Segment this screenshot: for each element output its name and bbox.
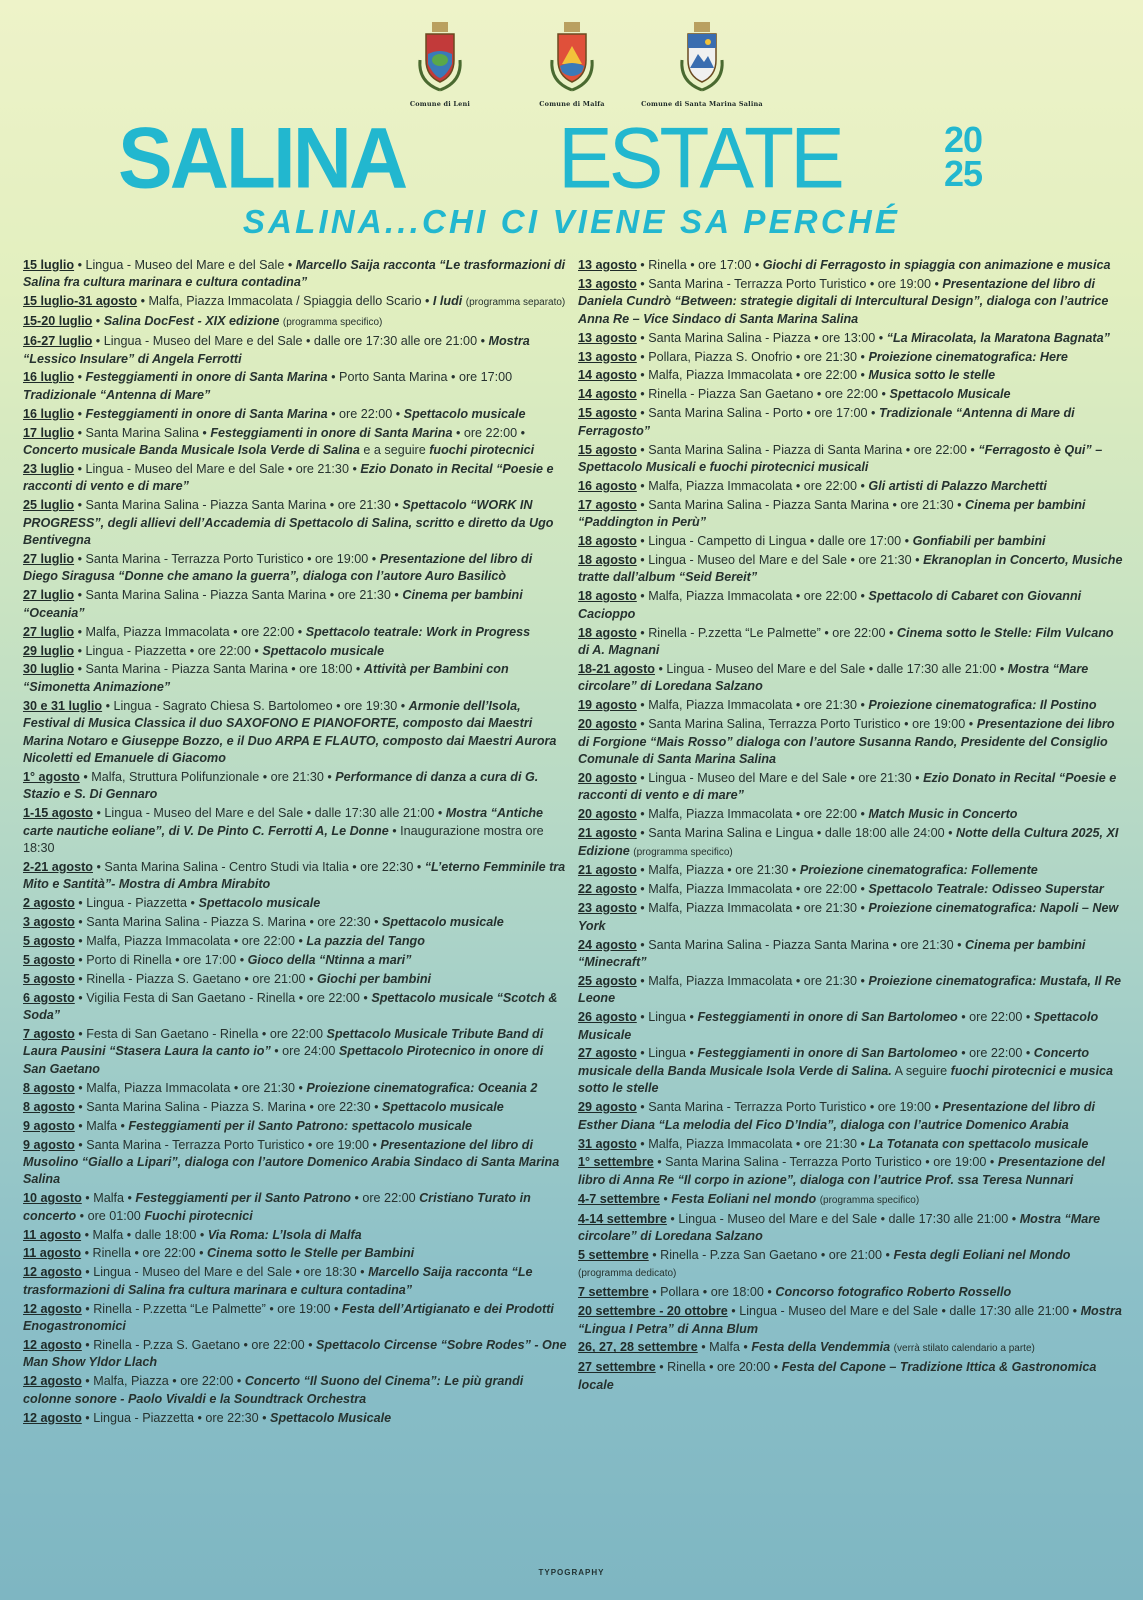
- event-entry: 29 agosto • Santa Marina - Terrazza Porto Turistico • ore 19:00 • Presentazione del libro di Esther Diana “La melodia del Fico D’India”, dialoga con l’autrice Domenico Arabia: [578, 1100, 1095, 1132]
- title-year-bottom: 25: [944, 153, 983, 194]
- event-entry: 16-27 luglio • Lingua - Museo del Mare e del Sale • dalle ore 17:30 alle ore 21:00 • Mostra “Lessico Insulare” di Angela Ferrotti: [23, 334, 530, 366]
- event-entry: 9 agosto • Santa Marina - Terrazza Porto Turistico • ore 19:00 • Presentazione del libro di Musolino “Giallo a Lipari”, dialoga con l’autore Domenico Arabia Sindaco di Santa Marina Salina: [23, 1137, 560, 1187]
- title-estate: ESTATE: [558, 110, 841, 207]
- event-entry: 26, 27, 28 settembre • Malfa • Festa della Vendemmia (verrà stilato calendario a parte): [578, 1340, 1035, 1355]
- event-entry: 22 agosto • Malfa, Piazza Immacolata • ore 22:00 • Spettacolo Teatrale: Odisseo Superstar: [578, 882, 1104, 897]
- event-entry: 7 settembre • Pollara • ore 18:00 • Concorso fotografico Roberto Rossello: [578, 1285, 1012, 1300]
- event-entry: 12 agosto • Malfa, Piazza • ore 22:00 • Concerto “Il Suono del Cinema”: Le più grandi colonne sonore - Paolo Vivaldi e la Soundtrack Orchestra: [23, 1374, 524, 1406]
- typography-credit: TYPOGRAPHY: [538, 1568, 605, 1577]
- event-entry: 23 agosto • Malfa, Piazza Immacolata • ore 21:30 • Proiezione cinematografica: Napoli – New York: [578, 901, 1119, 933]
- event-entry: 14 agosto • Malfa, Piazza Immacolata • ore 22:00 • Musica sotto le stelle: [578, 368, 996, 383]
- event-entry: 27 luglio • Santa Marina - Terrazza Porto Turistico • ore 19:00 • Presentazione del libro di Diego Siragusa “Donne che amano la guerra”, dialoga con l’autore Auro Basilicò: [23, 552, 533, 584]
- festival-title: [118, 110, 1038, 207]
- title-year-top: 20: [944, 119, 983, 160]
- comune-leni-label: Comune di Leni: [409, 100, 471, 108]
- event-entry: 5 agosto • Rinella - Piazza S. Gaetano • ore 21:00 • Giochi per bambini: [23, 971, 432, 986]
- title-salina: SALINA: [118, 110, 406, 207]
- event-entry: 12 agosto • Rinella - P.zzetta “Le Palmette” • ore 19:00 • Festa dell’Artigianato e dei Prodotti Enogastronomici: [23, 1301, 554, 1334]
- event-entry: 1° settembre • Santa Marina Salina - Terrazza Porto Turistico • ore 19:00 • Presentazione del libro di Anna Re “Il corpo in azione”, dialoga con l’autrice Prof. ssa Teresa Nunnari: [578, 1155, 1105, 1187]
- event-entry: 25 luglio • Santa Marina Salina - Piazza Santa Marina • ore 21:30 • Spettacolo “WORK IN PROGRESS”, degli allievi dell’Accademia di Spettacolo di Salina, scritto e diretto da Ugo Bentivegna: [23, 498, 554, 548]
- comune-malfa-label: Comune di Malfa: [539, 100, 605, 108]
- event-entry: 11 agosto • Rinella • ore 22:00 • Cinema sotto le Stelle per Bambini: [23, 1246, 415, 1261]
- event-entry: 17 agosto • Santa Marina Salina - Piazza Santa Marina • ore 21:30 • Cinema per bambini “Paddington in Perù”: [578, 497, 1086, 530]
- event-entry: 17 luglio • Santa Marina Salina • Festeggiamenti in onore di Santa Marina • ore 22:00 • Concerto musicale Banda Musicale Isola Verde di Salina e a seguire fuochi pirotecnici: [23, 425, 535, 458]
- event-entry: 27 luglio • Santa Marina Salina - Piazza Santa Marina • ore 21:30 • Cinema per bambini “Oceania”: [23, 588, 523, 620]
- event-entry: 7 agosto • Festa di San Gaetano - Rinella • ore 22:00 Spettacolo Musicale Tribute Band di Laura Pausini “Stasera Laura la canto io” • ore 24:00 Spettacolo Pirotecnico in onore di San Gaetano: [23, 1027, 544, 1076]
- municipal-crests: [0, 20, 1143, 112]
- title-year: [944, 119, 983, 194]
- event-entry: 10 agosto • Malfa • Festeggiamenti per il Santo Patrono • ore 22:00 Cristiano Turato in concerto • ore 01:00 Fuochi pirotecnici: [23, 1191, 531, 1223]
- event-entry: 30 luglio • Santa Marina - Piazza Santa Marina • ore 18:00 • Attività per Bambini con “Simonetta Animazione”: [23, 662, 509, 694]
- event-entry: 5 settembre • Rinella - P.zza San Gaetano • ore 21:00 • Festa degli Eoliani nel Mondo (programma dedicato): [578, 1247, 1071, 1280]
- event-entry: 18 agosto • Rinella - P.zzetta “Le Palmette” • ore 22:00 • Cinema sotto le Stelle: Film Vulcano di A. Magnani: [578, 625, 1114, 658]
- event-entry: 13 agosto • Santa Marina - Terrazza Porto Turistico • ore 19:00 • Presentazione del libro di Daniela Cundrò “Between: strategie digitali di Intercultural Design”, dialoga con l’autrice Anna Re – Vice Sindaco di Santa Marina Salina: [578, 276, 1109, 326]
- event-entry: 21 agosto • Santa Marina Salina e Lingua • dalle 18:00 alle 24:00 • Notte della Cultura 2025, XI Edizione (programma specifico): [578, 826, 1119, 858]
- event-entry: 29 luglio • Lingua - Piazzetta • ore 22:00 • Spettacolo musicale: [23, 643, 385, 658]
- event-entry: 9 agosto • Malfa • Festeggiamenti per il Santo Patrono: spettacolo musicale: [23, 1118, 473, 1133]
- event-entry: 1-15 agosto • Lingua - Museo del Mare e del Sale • dalle 17:30 alle 21:00 • Mostra “Antiche carte nautiche eoliane”, di V. De Pinto C. Ferrotti A, Le Donne • Inaugurazione mostra ore 18:30: [23, 806, 544, 855]
- events-left-column: [23, 257, 568, 1429]
- event-entry: 13 agosto • Santa Marina Salina - Piazza • ore 13:00 • “La Miracolata, la Maratona Bagnata”: [578, 330, 1110, 345]
- event-entry: 15-20 luglio • Salina DocFest - XIX edizione (programma specifico): [23, 314, 383, 329]
- event-entry: 12 agosto • Rinella - P.zza S. Gaetano • ore 22:00 • Spettacolo Circense “Sobre Rodes” - One Man Show Yldor Llach: [23, 1337, 567, 1370]
- comune-santa-marina-label: Comune di Santa Marina Salina: [641, 100, 763, 108]
- slogan: SALINA...CHI CI VIENE SA PERCHÉ: [242, 203, 901, 240]
- event-entry: 16 agosto • Malfa, Piazza Immacolata • ore 22:00 • Gli artisti di Palazzo Marchetti: [578, 478, 1047, 493]
- event-entry: 12 agosto • Lingua - Museo del Mare e del Sale • ore 18:30 • Marcello Saija racconta “Le trasformazioni di Salina fra cultura marinara e cultura contadina”: [23, 1265, 533, 1297]
- event-entry: 30 e 31 luglio • Lingua - Sagrato Chiesa S. Bartolomeo • ore 19:30 • Armonie dell’Isola, Festival di Musica Classica il duo SAXOFONO E PIANOFORTE, composto dai Maestri Marina Notaro e Giuseppe Bozzo, e il Duo ARPA E FLAUTO, composto dai Maestri Aurora Nicoletti ed Emanuele di Giacomo: [23, 698, 557, 765]
- event-entry: 13 agosto • Pollara, Piazza S. Onofrio • ore 21:30 • Proiezione cinematografica: Here: [578, 349, 1068, 364]
- event-entry: 23 luglio • Lingua - Museo del Mare e del Sale • ore 21:30 • Ezio Donato in Recital “Poesie e racconti di vento e di mare”: [23, 461, 554, 494]
- event-entry: 15 luglio-31 agosto • Malfa, Piazza Immacolata / Spiaggia dello Scario • I ludi (programma separato): [23, 294, 566, 309]
- event-entry: 19 agosto • Malfa, Piazza Immacolata • ore 21:30 • Proiezione cinematografica: Il Postino: [578, 698, 1097, 713]
- event-entry: 27 settembre • Rinella • ore 20:00 • Festa del Capone – Tradizione Ittica & Gastronomica locale: [578, 1360, 1097, 1392]
- event-entry: 16 luglio • Festeggiamenti in onore di Santa Marina • Porto Santa Marina • ore 17:00 Tradizionale “Antenna di Mare”: [23, 370, 513, 402]
- event-entry: 5 agosto • Porto di Rinella • ore 17:00 • Gioco della “Ntinna a mari”: [23, 952, 412, 967]
- event-entry: 24 agosto • Santa Marina Salina - Piazza Santa Marina • ore 21:30 • Cinema per bambini “Minecraft”: [578, 937, 1086, 969]
- event-entry: 2 agosto • Lingua - Piazzetta • Spettacolo musicale: [23, 896, 321, 911]
- event-entry: 20 agosto • Lingua - Museo del Mare e del Sale • ore 21:30 • Ezio Donato in Recital “Poesie e racconti di vento e di mare”: [578, 770, 1117, 803]
- crest-santa-marina: [617, 20, 787, 108]
- event-entry: 18 agosto • Malfa, Piazza Immacolata • ore 22:00 • Spettacolo di Cabaret con Giovanni Cacioppo: [578, 589, 1082, 621]
- event-entry: 12 agosto • Lingua - Piazzetta • ore 22:30 • Spettacolo Musicale: [23, 1410, 392, 1425]
- event-entry: 27 agosto • Lingua • Festeggiamenti in onore di San Bartolomeo • ore 22:00 • Concerto musicale della Banda Musicale Isola Verde di Salina. A seguire fuochi pirotecnici e musica sotto le stelle: [578, 1046, 1113, 1096]
- event-entry: 1° agosto • Malfa, Struttura Polifunzionale • ore 21:30 • Performance di danza a cura di G. Stazio e S. Di Gennaro: [23, 769, 539, 802]
- event-entry: 31 agosto • Malfa, Piazza Immacolata • ore 21:30 • La Totanata con spettacolo musicale: [578, 1136, 1089, 1151]
- event-entry: 27 luglio • Malfa, Piazza Immacolata • ore 22:00 • Spettacolo teatrale: Work in Progress: [23, 624, 531, 639]
- event-entry: 3 agosto • Santa Marina Salina - Piazza S. Marina • ore 22:30 • Spettacolo musicale: [23, 915, 504, 930]
- event-entry: 5 agosto • Malfa, Piazza Immacolata • ore 22:00 • La pazzia del Tango: [23, 934, 425, 949]
- event-entry: 18 agosto • Lingua - Campetto di Lingua • dalle ore 17:00 • Gonfiabili per bambini: [578, 534, 1046, 549]
- event-entry: 18 agosto • Lingua - Museo del Mare e del Sale • ore 21:30 • Ekranoplan in Concerto, Musiche tratte dall’album “Seid Bereit”: [578, 553, 1123, 585]
- event-entry: 11 agosto • Malfa • dalle 18:00 • Via Roma: L’Isola di Malfa: [23, 1227, 362, 1242]
- event-entry: 15 agosto • Santa Marina Salina - Piazza di Santa Marina • ore 22:00 • “Ferragosto è Qui” – Spettacolo Musicali e fuochi pirotecnici musicali: [578, 442, 1103, 474]
- event-entry: 4-7 settembre • Festa Eoliani nel mondo (programma specifico): [578, 1191, 920, 1206]
- event-entry: 16 luglio • Festeggiamenti in onore di Santa Marina • ore 22:00 • Spettacolo musicale: [23, 406, 526, 421]
- event-entry: 21 agosto • Malfa, Piazza • ore 21:30 • Proiezione cinematografica: Follemente: [578, 863, 1038, 878]
- event-entry: 15 luglio • Lingua - Museo del Mare e del Sale • Marcello Saija racconta “Le trasformazioni di Salina fra cultura marinara e cultura contadina”: [23, 258, 566, 290]
- event-entry: 26 agosto • Lingua • Festeggiamenti in onore di San Bartolomeo • ore 22:00 • Spettacolo Musicale: [578, 1010, 1099, 1042]
- event-entry: 8 agosto • Santa Marina Salina - Piazza S. Marina • ore 22:30 • Spettacolo musicale: [23, 1099, 504, 1114]
- event-entry: 20 agosto • Santa Marina Salina, Terrazza Porto Turistico • ore 19:00 • Presentazione dei libro di Forgione “Mais Rosso” dialoga con l’autore Susanna Rando, Presidente del Consiglio Comunale di Santa Marina Salina: [578, 717, 1115, 766]
- leni-coat-of-arms-icon: [412, 20, 468, 98]
- event-entry: 4-14 settembre • Lingua - Museo del Mare e del Sale • dalle 17:30 alle 21:00 • Mostra “Mare circolare” di Loredana Salzano: [578, 1211, 1101, 1244]
- event-entry: 15 agosto • Santa Marina Salina - Porto • ore 17:00 • Tradizionale “Antenna di Mare di Ferragosto”: [578, 406, 1075, 438]
- event-entry: 8 agosto • Malfa, Piazza Immacolata • ore 21:30 • Proiezione cinematografica: Oceania 2: [23, 1080, 538, 1095]
- santa-marina-coat-of-arms-icon: [674, 20, 730, 98]
- events-right-column: [578, 257, 1123, 1396]
- event-entry: 14 agosto • Rinella - Piazza San Gaetano • ore 22:00 • Spettacolo Musicale: [578, 387, 1011, 402]
- event-entry: 20 settembre - 20 ottobre • Lingua - Museo del Mare e del Sale • dalle 17:30 alle 21:00 • Mostra “Lingua I Petra” di Anna Blum: [578, 1304, 1122, 1336]
- event-entry: 18-21 agosto • Lingua - Museo del Mare e del Sale • dalle 17:30 alle 21:00 • Mostra “Mare circolare” di Loredana Salzano: [578, 661, 1089, 694]
- malfa-coat-of-arms-icon: [544, 20, 600, 98]
- event-entry: 20 agosto • Malfa, Piazza Immacolata • ore 22:00 • Match Music in Concerto: [578, 807, 1018, 822]
- event-entry: 13 agosto • Rinella • ore 17:00 • Giochi di Ferragosto in spiaggia con animazione e musica: [578, 258, 1111, 272]
- event-entry: 6 agosto • Vigilia Festa di San Gaetano - Rinella • ore 22:00 • Spettacolo musicale “Scotch & Soda”: [23, 990, 558, 1023]
- event-entry: 25 agosto • Malfa, Piazza Immacolata • ore 21:30 • Proiezione cinematografica: Mustafa, Il Re Leone: [578, 973, 1122, 1006]
- event-entry: 2-21 agosto • Santa Marina Salina - Centro Studi via Italia • ore 22:30 • “L’eterno Femminile tra Mito e Santità”- Mostra di Ambra Mirabito: [23, 859, 566, 892]
